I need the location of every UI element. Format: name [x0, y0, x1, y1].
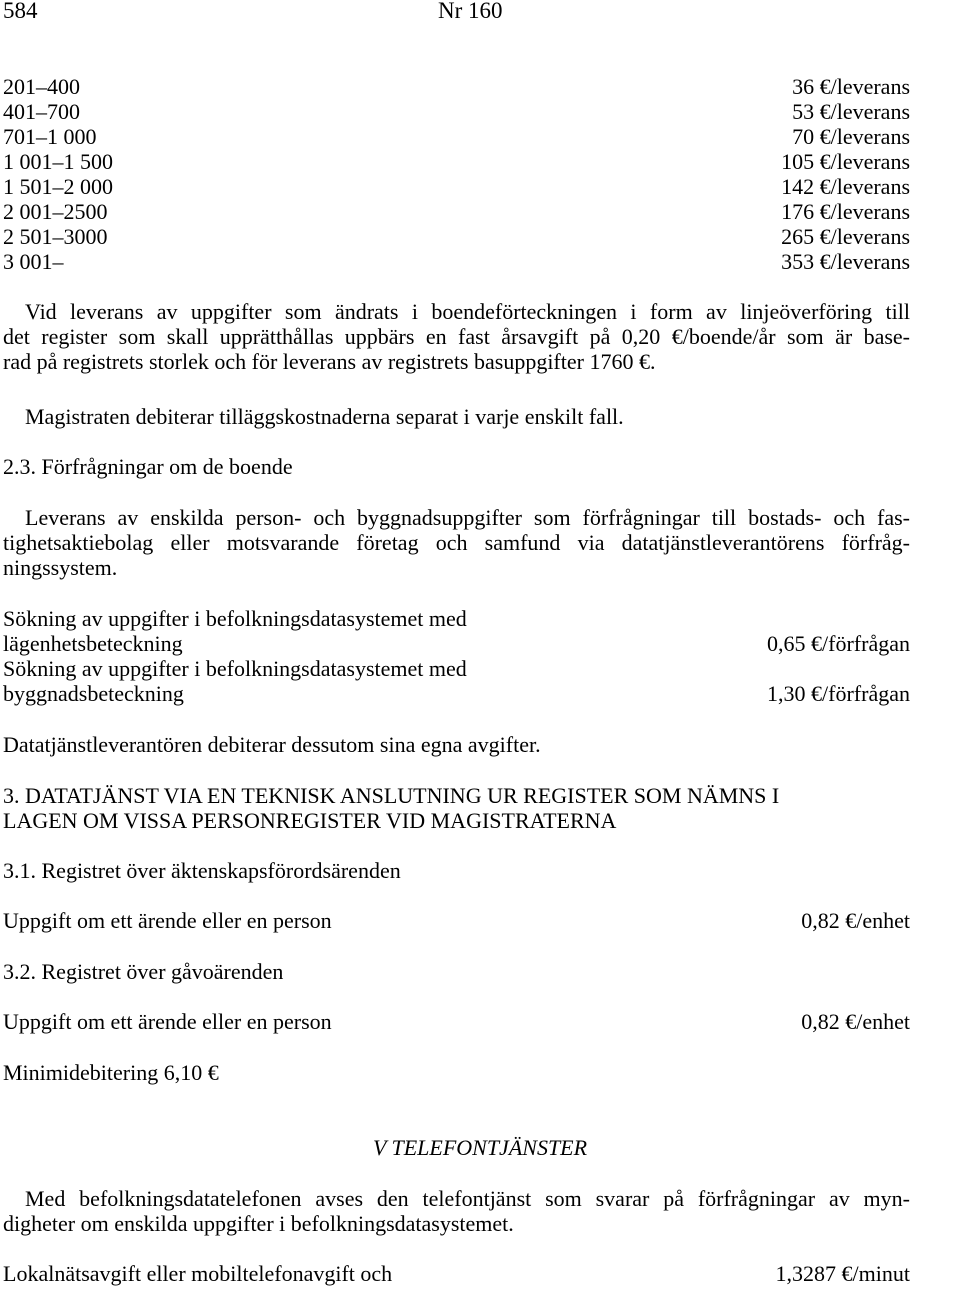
fee-row: [3, 1009, 910, 1034]
chapter-heading: V TELEFONTJÄNSTER: [372, 1135, 588, 1160]
fee-price: 0,82 €/enhet: [801, 908, 910, 933]
query-item-label: Sökning av uppgifter i befolkningsdatasystemet med: [3, 656, 467, 681]
paragraph-line: Leverans av enskilda person- och byggnadsuppgifter som förfrågningar till bostads- och fas-: [25, 505, 910, 530]
query-item-price: 0,65 €/förfrågan: [767, 631, 910, 656]
query-item-label: Sökning av uppgifter i befolkningsdatasystemet med: [3, 606, 467, 631]
issue-number: Nr 160: [438, 0, 503, 23]
subsection-heading: 3.1. Registret över äktenskapsförordsärenden: [3, 858, 401, 883]
table-row: [3, 124, 910, 149]
range-cell: 1 501–2 000: [3, 174, 113, 199]
telephone-paragraph: [3, 1186, 910, 1236]
price-cell: 105 €/leverans: [781, 149, 910, 174]
table-row: [3, 174, 910, 199]
table-row: [3, 74, 910, 99]
section-heading: 3. DATATJÄNST VIA EN TEKNISK ANSLUTNING UR REGISTER SOM NÄMNS I: [3, 783, 780, 808]
range-cell: 401–700: [3, 99, 80, 124]
minimum-charge: Minimidebitering 6,10 €: [3, 1060, 219, 1085]
range-cell: 3 001–: [3, 249, 64, 274]
paragraph-line: Vid leverans av uppgifter som ändrats i boendeförteckningen i form av linjeöverföring till: [25, 299, 910, 324]
delivery-paragraph: [3, 299, 910, 374]
fee-label: Uppgift om ett ärende eller en person: [3, 1009, 332, 1034]
fee-label: Lokalnätsavgift eller mobiltelefonavgift och: [3, 1261, 393, 1286]
price-cell: 70 €/leverans: [792, 124, 910, 149]
table-row: [3, 249, 910, 274]
paragraph-line: tighetsaktiebolag eller motsvarande företag och samfund via datatjänstleverantörens förfråg-: [3, 530, 910, 555]
price-cell: 53 €/leverans: [792, 99, 910, 124]
magistrate-paragraph: Magistraten debiterar tilläggskostnaderna separat i varje enskilt fall.: [25, 404, 624, 429]
fee-label: Uppgift om ett ärende eller en person: [3, 908, 332, 933]
table-row: [3, 149, 910, 174]
price-cell: 36 €/leverans: [792, 74, 910, 99]
fee-price: 0,82 €/enhet: [801, 1009, 910, 1034]
page-number: 584: [3, 0, 38, 23]
paragraph-line: ningssystem.: [3, 555, 118, 580]
price-cell: 353 €/leverans: [781, 249, 910, 274]
query-item-row: [3, 681, 910, 706]
range-cell: 1 001–1 500: [3, 149, 113, 174]
query-item-price: 1,30 €/förfrågan: [767, 681, 910, 706]
section-heading: LAGEN OM VISSA PERSONREGISTER VID MAGISTRATERNA: [3, 808, 617, 833]
range-cell: 2 001–2500: [3, 199, 108, 224]
paragraph-line: rad på registrets storlek och för leverans av registrets basuppgifter 1760 €.: [3, 349, 656, 374]
price-cell: 176 €/leverans: [781, 199, 910, 224]
price-cell: 142 €/leverans: [781, 174, 910, 199]
query-item-row: [3, 631, 910, 656]
range-cell: 2 501–3000: [3, 224, 108, 249]
query-item-label: lägenhetsbeteckning: [3, 631, 183, 656]
paragraph-line: Med befolkningsdatatelefonen avses den telefontjänst som svarar på förfrågningar av myn-: [25, 1186, 910, 1211]
fee-row: [3, 1261, 910, 1286]
section-heading: 2.3. Förfrågningar om de boende: [3, 454, 293, 479]
table-row: [3, 199, 910, 224]
query-item-label: byggnadsbeteckning: [3, 681, 184, 706]
table-row: [3, 99, 910, 124]
fee-row: [3, 908, 910, 933]
paragraph-line: digheter om enskilda uppgifter i befolkningsdatasystemet.: [3, 1211, 514, 1236]
provider-note: Datatjänstleverantören debiterar dessutom sina egna avgifter.: [3, 732, 541, 757]
section-body: [3, 505, 910, 580]
table-row: [3, 224, 910, 249]
subsection-heading: 3.2. Registret över gåvoärenden: [3, 959, 284, 984]
range-cell: 701–1 000: [3, 124, 97, 149]
paragraph-line: det register som skall upprätthållas uppbärs en fast årsavgift på 0,20 €/boende/år som är base-: [3, 324, 910, 349]
range-cell: 201–400: [3, 74, 80, 99]
price-cell: 265 €/leverans: [781, 224, 910, 249]
fee-price: 1,3287 €/minut: [775, 1261, 910, 1286]
